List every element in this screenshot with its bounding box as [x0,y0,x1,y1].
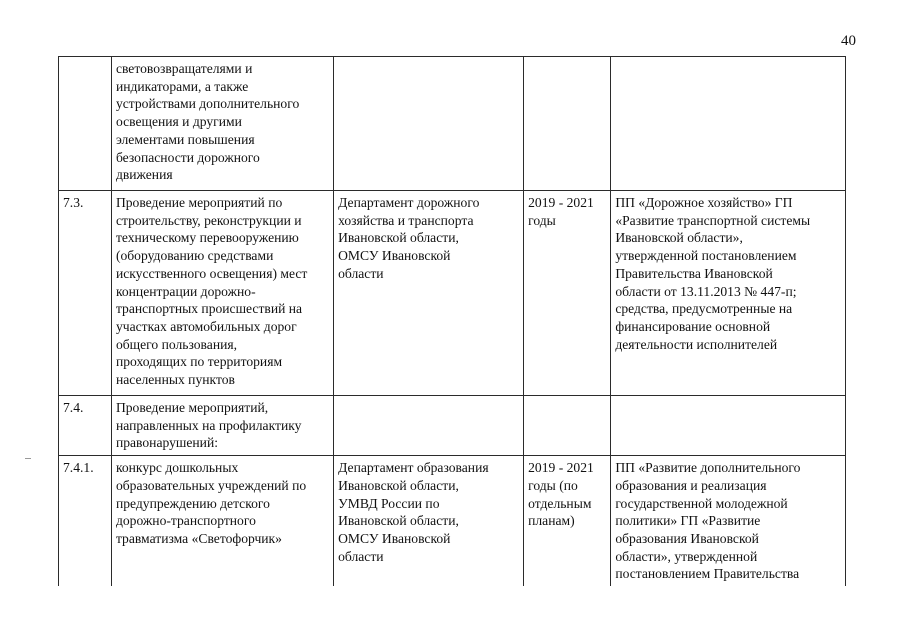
table-row [59,396,846,456]
cell-executor: Департамент дорожного хозяйства и транспорта Ивановской области, ОМСУ Ивановской области [334,191,524,396]
cell-activity: Проведение мероприятий, направленных на профилактику правонарушений: [111,396,333,456]
page-number: 40 [841,33,856,49]
table-row [59,191,846,396]
cell-funding-source: ПП «Дорожное хозяйство» ГП «Развитие транспортной системы Ивановской области», утвержденной постановлением Правительства Ивановской области от 13.11.2013 № 447-п; средства, предусмотренные на финансирование основной деятельности исполнителей [611,191,846,396]
margin-mark [25,458,31,459]
cell-funding-source [611,396,846,456]
cell-executor [334,57,524,191]
cell-activity: конкурс дошкольных образовательных учреждений по предупреждению детского дорожно-транспортного травматизма «Светофорчик» [111,456,333,586]
cell-item-number [59,57,112,191]
cell-item-number: 7.3. [59,191,112,396]
cell-item-number: 7.4. [59,396,112,456]
cell-funding-source: ПП «Развитие дополнительного образования и реализация государственной молодежной политики» ГП «Развитие образования Ивановской области», утвержденной постановлением Правительства [611,456,846,586]
measures-table [58,56,846,586]
cell-period [524,396,611,456]
cell-item-number: 7.4.1. [59,456,112,586]
cell-period: 2019 - 2021 годы [524,191,611,396]
cell-period [524,57,611,191]
cell-activity: Проведение мероприятий по строительству, реконструкции и техническому перевооружению (оборудованию средствами искусственного освещения) мест концентрации дорожно- транспортных происшествий на участках автомобильных дорог общего пользования, проходящих по территориям населенных пунктов [111,191,333,396]
table-row [59,57,846,191]
cell-funding-source [611,57,846,191]
cell-activity: световозвращателями и индикаторами, а также устройствами дополнительного освещения и другими элементами повышения безопасности дорожного движения [111,57,333,191]
cell-executor [334,396,524,456]
cell-executor: Департамент образования Ивановской области, УМВД России по Ивановской области, ОМСУ Ивановской области [334,456,524,586]
table-row [59,456,846,586]
cell-period: 2019 - 2021 годы (по отдельным планам) [524,456,611,586]
